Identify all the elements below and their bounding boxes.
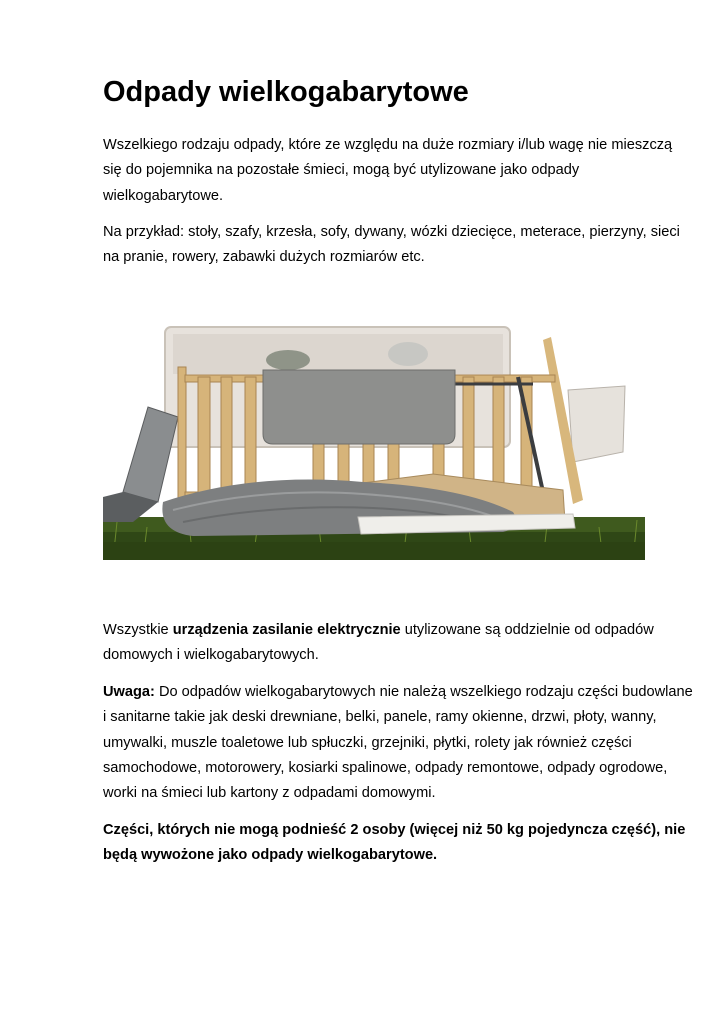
electric-paragraph bbox=[103, 618, 693, 669]
electric-bold-text: urządzenia zasilanie elektrycznie bbox=[172, 622, 401, 638]
warning-paragraph: Części, których nie mogą podnieść 2 osoby (więcej niż 50 kg pojedyncza część), nie będą wywożone jako odpady wielkogabarytowe. bbox=[103, 822, 686, 864]
note-label: Uwaga: bbox=[103, 684, 155, 700]
examples-paragraph: Na przykład: stoły, szafy, krzesła, sofy, dywany, wózki dziecięce, meterace, pierzyny, sieci na pranie, rowery, zabawki dużych rozmiarów etc. bbox=[103, 224, 680, 266]
note-text: Do odpadów wielkogabarytowych nie należą wszelkiego rodzaju części budowlane i sanitarne takie jak deski drewniane, belki, panele, ramy okienne, drzwi, płoty, wanny, umywalki, muszle toaletowe lub spłuczki, grzejniki, płytki, rolety jak również części samochodowe, motorowery, kosiarki spalinowe, odpady remontowe, odpady ogrodowe, worki na śmieci lub kartony z odpadami domowymi. bbox=[103, 684, 693, 802]
bulky-waste-photo bbox=[103, 322, 645, 560]
note-paragraph bbox=[103, 680, 693, 806]
electric-suffix: utylizowane są oddzielnie od odpadów domowych i wielkogabarytowych. bbox=[103, 622, 654, 664]
page-title: Odpady wielkogabarytowe bbox=[103, 76, 469, 108]
intro-paragraph: Wszelkiego rodzaju odpady, które ze względu na duże rozmiary i/lub wagę nie mieszczą się do pojemnika na pozostałe śmieci, mogą być utylizowane jako odpady wielkogabarytowe. bbox=[103, 137, 673, 204]
electric-prefix: Wszystkie bbox=[103, 622, 173, 638]
